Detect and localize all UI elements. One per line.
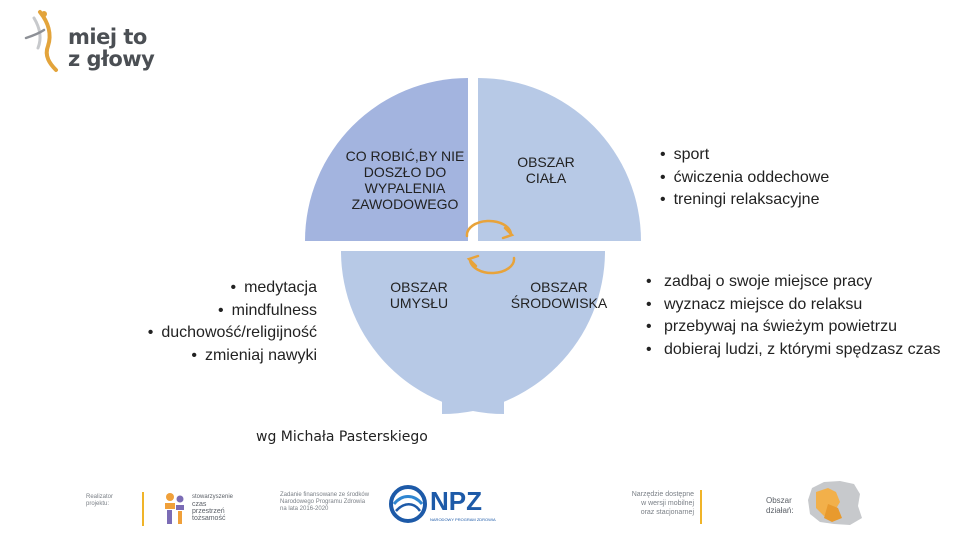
logo — [22, 8, 158, 76]
area-label: Obszar działań: — [766, 496, 794, 515]
realizator-label: Realizator projektu: — [86, 494, 114, 507]
divider — [700, 490, 702, 524]
quadrant-label-body: OBSZAR CIAŁA — [517, 154, 575, 186]
quadrant-label-mind: OBSZAR UMYSŁU — [389, 279, 449, 311]
environment-activities-list — [646, 271, 946, 361]
body-activities-list — [660, 144, 829, 212]
globe-icon — [388, 484, 428, 524]
list-item: • zadbaj o swoje miejsce pracy — [646, 271, 946, 294]
list-item: • wyznacz miejsce do relaksu — [646, 294, 946, 317]
logo-line-2: z głowy — [68, 47, 155, 71]
list-item: • sport — [660, 144, 829, 167]
partner-logo: stowarzyszenie czas przestrzeń tożsamość — [160, 490, 240, 530]
quadrant-diagram — [305, 78, 641, 414]
list-item: • treningi relaksacyjne — [660, 189, 829, 212]
list-item: • ćwiczenia oddechowe — [660, 167, 829, 190]
diagram-center-title: CO ROBIĆ,BY NIE DOSZŁO DO WYPALENIA ZAWODOWEGO — [345, 148, 465, 212]
quadrant-label-environment: OBSZAR ŚRODOWISKA — [510, 279, 608, 311]
list-item: • medytacja — [148, 277, 317, 300]
figure-icon — [22, 8, 72, 76]
author-caption: wg Michała Pasterskiego — [256, 429, 428, 445]
list-item: • mindfulness — [148, 300, 317, 323]
npz-logo — [388, 484, 500, 526]
people-icon — [162, 492, 188, 526]
list-item: • zmieniaj nawyki — [148, 345, 317, 368]
list-item: • duchowość/religijność — [148, 322, 317, 345]
tools-note: Narzędzie dostępne w wersji mobilnej oraz stacjonarnej — [631, 491, 694, 516]
mind-activities-list — [148, 277, 317, 367]
npz-subtitle: NARODOWY PROGRAM ZDROWIA — [430, 517, 496, 522]
poland-map-icon — [806, 478, 864, 528]
quadrant-bottom-right — [442, 251, 605, 414]
logo-line-1: miej to — [68, 25, 147, 49]
list-item: • przebywaj na świeżym powietrzu — [646, 316, 946, 339]
funding-note: Zadanie finansowane ze środków Narodowego Programu Zdrowia na lata 2016-2020 — [280, 492, 370, 512]
divider — [142, 492, 144, 526]
list-item: • dobieraj ludzi, z którymi spędzasz czas — [646, 339, 946, 362]
npz-text: NPZ — [430, 486, 482, 516]
